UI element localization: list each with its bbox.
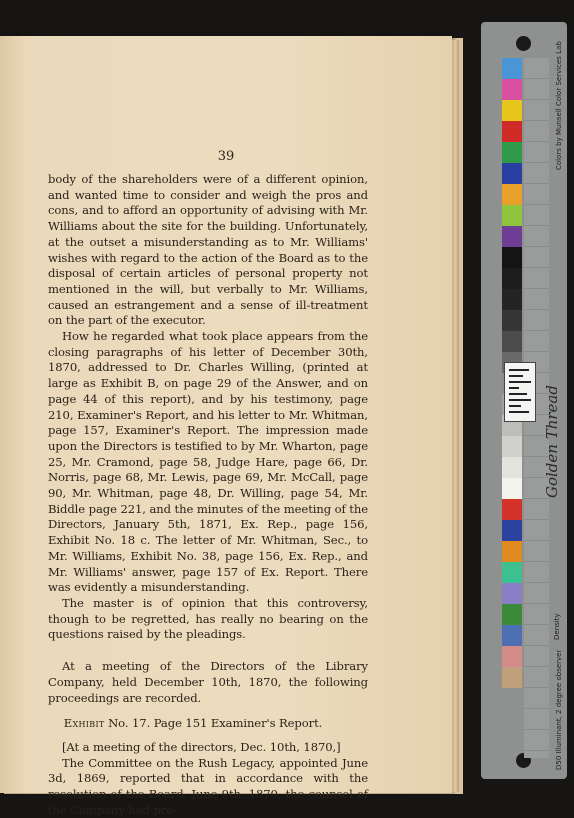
brand-label: Golden Thread [543, 385, 561, 498]
strip-bottom-label: D50 Illuminant, 2 degree observer [555, 649, 563, 770]
color-patch [502, 226, 522, 247]
paragraph: body of the shareholders were of a different opinion, and wanted time to consider and weigh the pros and cons, and to afford an opportunity of advising with Mr. Williams about the site for the building. Unfortunately, at the outset a misunderstanding as to Mr. Williams' wishes with regard to the action of the Board as to the disposal of certain articles of personal property not mentioned in the will, but verbally to Mr. Williams, caused an estrangement and a sense of ill-treatment on the part of the executor. [48, 172, 368, 328]
color-patch [502, 163, 522, 184]
exhibit-heading [48, 716, 368, 732]
barcode-target [504, 362, 536, 422]
color-patch [502, 646, 522, 667]
color-patch [502, 520, 522, 541]
color-patch [502, 499, 522, 520]
book-page [0, 36, 452, 817]
color-patch [502, 562, 522, 583]
color-patch [502, 79, 522, 100]
color-patch [502, 100, 522, 121]
color-patch [502, 205, 522, 226]
paragraph: How he regarded what took place appears from the closing paragraphs of his letter of December 30th, 1870, addressed to Dr. Charles Willing, (printed at large as Exhibit B, on page 29 of the Answer, and on page 44 of this report), and by his testimony, page 210, Examiner's Report, and his letter to Mr. Whitman, page 157, Examiner's Report. The impression made upon the Directors is testified to by Mr. Wharton, page 25, Mr. Cramond, page 58, Judge Hare, page 66, Dr. Norris, page 68, Mr. Lewis, page 69, Mr. McCall, page 90, Mr. Whitman, page 48, Dr. Willing, page 54, Mr. Biddle page 221, and the minutes of the meeting of the Directors, January 5th, 1871, Ex. Rep., page 156, Exhibit No. 18 c. The letter of Mr. Whitman, Sec., to Mr. Williams, Exhibit No. 38, page 156, Ex. Rep., and Mr. Williams' answer, page 157 of Ex. Report. There was evidently a misunderstanding. [48, 329, 368, 595]
strip-top-label: Colors by Munsell Color Services Lab [555, 41, 563, 170]
color-patch [502, 478, 522, 499]
color-patch [502, 247, 522, 268]
density-label: Density [553, 613, 561, 640]
color-patch [502, 268, 522, 289]
page-number: 39 [217, 149, 235, 164]
color-patch [502, 289, 522, 310]
color-patch [502, 583, 522, 604]
page-body [48, 172, 368, 818]
page-edge [452, 40, 459, 792]
exhibit-label: Exhibit [63, 716, 105, 731]
bracket-line: [At a meeting of the directors, Dec. 10th, 1870,] [62, 739, 341, 754]
color-patch [502, 142, 522, 163]
color-patch [502, 184, 522, 205]
paragraph: At a meeting of the Directors of the Library Company, held December 10th, 1870, the following proceedings are recorded. [48, 659, 368, 705]
color-patch [502, 625, 522, 646]
color-patch [502, 457, 522, 478]
punch-hole [516, 36, 531, 51]
color-patch [502, 667, 522, 688]
paragraph: The Committee on the Rush Legacy, appointed June 3d, 1869, reported that in accordance with the resolution of the Board, June 9th, 1870, the counsel of the Company had pre- [48, 755, 368, 817]
color-patch [502, 121, 522, 142]
color-patch [502, 436, 522, 457]
color-patch [502, 58, 522, 79]
exhibit-reference: No. 17. Page 151 Examiner's Report. [108, 716, 323, 731]
color-patch [502, 331, 522, 352]
color-patch [502, 541, 522, 562]
color-patch [502, 604, 522, 625]
paragraph: The master is of opinion that this controversy, though to be regretted, has really no bearing on the questions raised by the pleadings. [48, 595, 368, 642]
color-patch [502, 310, 522, 331]
